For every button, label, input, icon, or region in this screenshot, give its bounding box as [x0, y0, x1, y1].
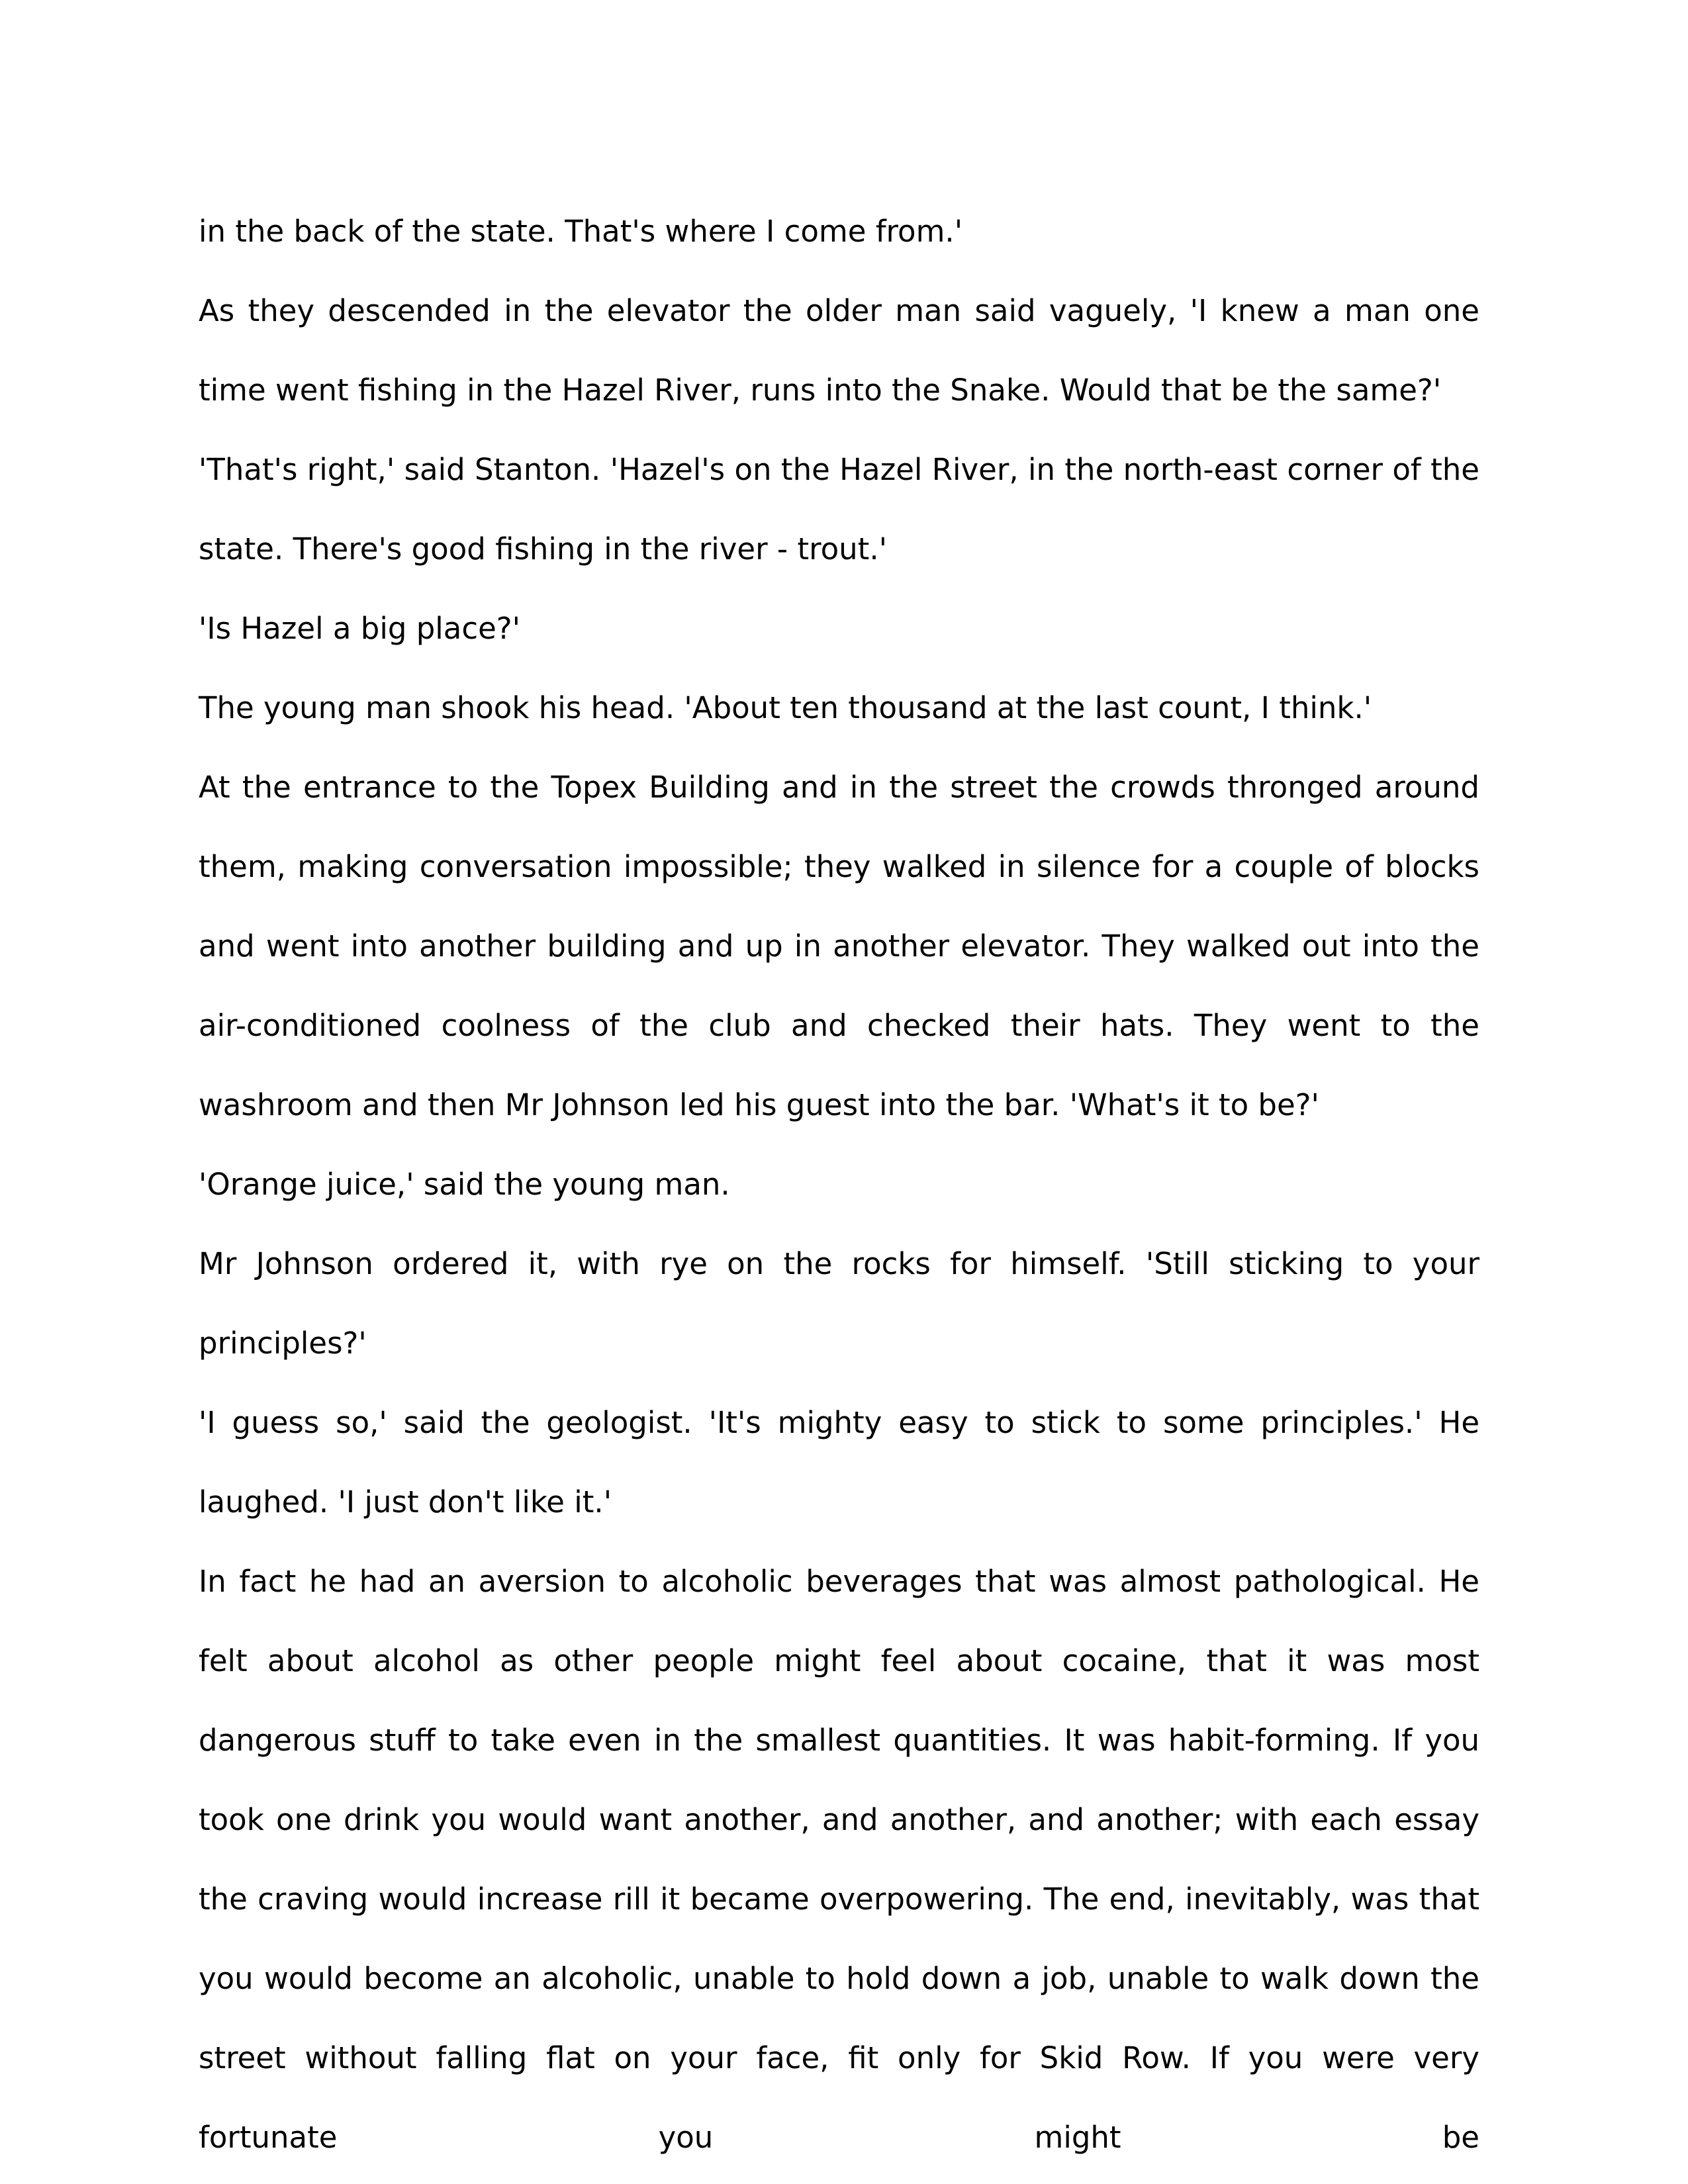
paragraph-2: As they descended in the elevator the older man said vaguely, 'I knew a man one time went fishing in the Hazel River, runs into the Snake. Would that be the same?' — [199, 293, 1479, 408]
paragraph-10: In fact he had an aversion to alcoholic beverages that was almost pathological. He felt about alcohol as other people might feel about cocaine, that it was most dangerous stuff to take even in the smallest quantities. It was habit-forming. If you took one drink you would want another, and another, and another; with each essay the craving would increase rill it became overpowering. The end, inevitably, was that you would become an alcoholic, unable to hold down a job, unable to walk down the street without falling flat on your face, fit only for Skid Row. If you were very fortunate you might be — [199, 1564, 1479, 2155]
paragraph-9: 'I guess so,' said the geologist. 'It's mighty easy to stick to some principles.' He laughed. 'I just don't like it.' — [199, 1405, 1479, 1520]
paragraph-1: in the back of the state. That's where I come from.' — [199, 214, 963, 249]
paragraph-6: At the entrance to the Topex Building and in the street the crowds thronged around them, making conversation impossible; they walked in silence for a couple of blocks and went into another building and up in another elevator. They walked out into the air-conditioned coolness of the club and checked their hats. They went to the washroom and then Mr Johnson led his guest into the bar. 'What's it to be?' — [199, 770, 1479, 1122]
paragraph-7: 'Orange juice,' said the young man. — [199, 1167, 730, 1202]
paragraph-3: 'That's right,' said Stanton. 'Hazel's on the Hazel River, in the north-east corner of the state. There's good fishing in the river - trout.' — [199, 452, 1479, 567]
document-page — [199, 192, 1479, 2177]
paragraph-5: The young man shook his head. 'About ten thousand at the last count, I think.' — [199, 690, 1372, 725]
paragraph-8: Mr Johnson ordered it, with rye on the rocks for himself. 'Still sticking to your principles?' — [199, 1246, 1479, 1361]
paragraph-4: 'Is Hazel a big place?' — [199, 611, 521, 646]
